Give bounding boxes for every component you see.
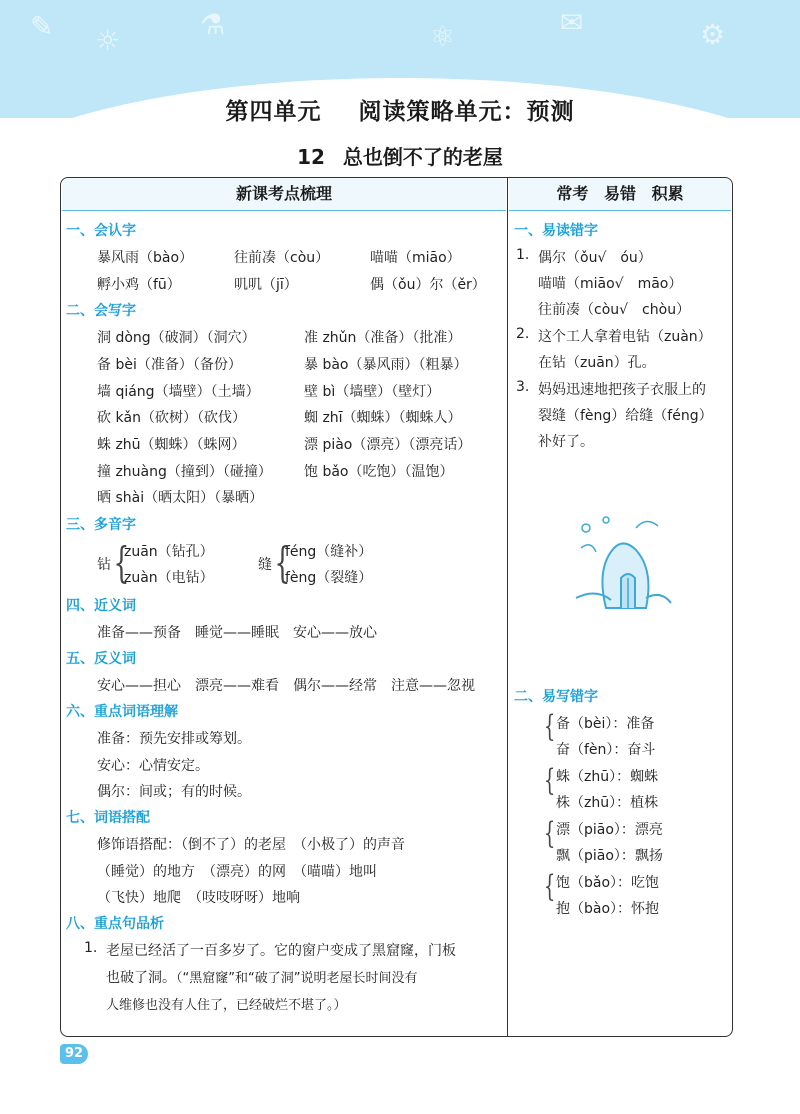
write-item: 备 bèi（准备）（备份） [97, 357, 242, 373]
easy-read-item: 妈妈迅速地把孩子衣服上的 [538, 382, 706, 398]
collocation-line: （飞快）地爬 （吱吱呀呀）地响 [97, 890, 300, 906]
recognize-item: 喵喵（miāo） [370, 250, 461, 266]
book-icon: ✉ [560, 6, 584, 39]
easy-read-item: 偶尔（ǒu√ óu） [538, 250, 652, 266]
recognize-item: 往前凑（còu） [234, 250, 330, 266]
section-collocation-title: 七、词语搭配 [66, 810, 150, 826]
flask-icon: ⚗ [200, 8, 226, 41]
section-phrases-title: 六、重点词语理解 [66, 704, 178, 720]
recognize-item: 叽叽（jī） [234, 277, 298, 293]
write-item: 饱 bǎo（吃饱）（温饱） [304, 464, 454, 480]
section-recognize-title: 一、会认字 [66, 223, 136, 239]
write-item: 砍 kǎn（砍树）（砍伐） [97, 410, 247, 426]
write-item: 暴 bào（暴风雨）（粗暴） [304, 357, 468, 373]
section-easy-read-title: 一、易读错字 [514, 223, 598, 239]
analysis-sentence [106, 967, 417, 987]
phrase-item: 偶尔：间或；有的时候。 [97, 784, 251, 800]
easy-write-item: 飘（piāo）：飘扬 [556, 848, 663, 864]
write-item: 撞 zhuàng（撞到）（碰撞） [97, 464, 272, 480]
polyphone-char: 钻 [97, 557, 111, 573]
old-house-illustration-icon [566, 508, 676, 618]
write-item: 壁 bì（墙壁）（壁灯） [304, 384, 441, 400]
unit-title [0, 93, 800, 126]
analysis-sentence-end: 也破了洞。 [106, 970, 176, 986]
write-item: 蛛 zhū（蜘蛛）（蛛网） [97, 437, 246, 453]
brace: { [274, 538, 291, 587]
collocation-line: （睡觉）的地方 （漂亮）的网 （喵喵）地叫 [97, 864, 377, 880]
easy-read-item: 裂缝（fèng）给缝（féng） [538, 408, 713, 424]
easy-write-item: 漂（piāo）：漂亮 [556, 822, 663, 838]
write-item: 洞 dòng（破洞）（洞穴） [97, 330, 256, 346]
write-item: 晒 shài（晒太阳）（暴晒） [97, 490, 264, 506]
write-item: 墙 qiáng（墙壁）（土墙） [97, 384, 260, 400]
write-item: 蜘 zhī（蜘蛛）（蜘蛛人） [304, 410, 462, 426]
bulb-icon: ✎ [30, 10, 54, 43]
section-write-title: 二、会写字 [66, 303, 136, 319]
lesson-title [0, 141, 800, 170]
brace: { [113, 538, 130, 587]
antonyms-text: 安心——担心 漂亮——难看 偶尔——经常 注意——忽视 [97, 678, 475, 694]
easy-read-item: 在钻（zuān）孔。 [538, 355, 656, 371]
easy-read-number: 2. [516, 326, 530, 342]
polyphone-reading: féng（缝补） [285, 544, 373, 560]
gear-icon: ⚙ [700, 18, 726, 51]
unit-subtitle: 阅读策略单元：预测 [358, 99, 575, 125]
recognize-item: 孵小鸡（fū） [97, 277, 181, 293]
analysis-sentence: 老屋已经活了一百多岁了。它的窗户变成了黑窟窿，门板 [106, 943, 456, 959]
section-synonyms-title: 四、近义词 [66, 598, 136, 614]
section-antonyms-title: 五、反义词 [66, 651, 136, 667]
bulb-icon: ☼ [95, 24, 121, 57]
collocation-line: 修饰语搭配：（倒不了）的老屋 （小极了）的声音 [97, 837, 405, 853]
brace: { [543, 869, 556, 904]
write-item: 漂 piào（漂亮）（漂亮话） [304, 437, 472, 453]
atom-icon: ⚛ [430, 20, 456, 53]
polyphone-reading: fèng（裂缝） [285, 570, 373, 586]
synonyms-text: 准备——预备 睡觉——睡眠 安心——放心 [97, 625, 377, 641]
brace: { [543, 816, 556, 851]
right-panel-title: 常考 易错 积累 [509, 178, 731, 211]
polyphone-char: 缝 [258, 557, 272, 573]
section-easy-write-title: 二、易写错字 [514, 689, 598, 705]
polyphone-reading: zuān（钻孔） [124, 544, 214, 560]
brace: { [543, 763, 556, 798]
phrase-item: 安心：心情安定。 [97, 758, 209, 774]
section-polyphone-title: 三、多音字 [66, 517, 136, 533]
easy-write-item: 株（zhū）：植株 [556, 795, 659, 811]
easy-write-item: 蛛（zhū）：蜘蛛 [556, 769, 659, 785]
easy-write-item: 抱（bào）：怀抱 [556, 901, 660, 917]
easy-read-item: 往前凑（còu√ chòu） [538, 302, 691, 318]
recognize-item: 暴风雨（bào） [97, 250, 194, 266]
unit-label: 第四单元 [225, 99, 322, 125]
column-divider [507, 177, 508, 1037]
left-panel-title: 新课考点梳理 [62, 178, 506, 211]
easy-read-item: 这个工人拿着电钻（zuàn） [538, 329, 712, 345]
easy-read-item: 喵喵（miāo√ māo） [538, 276, 683, 292]
easy-read-item: 补好了。 [538, 434, 594, 450]
easy-read-number: 1. [516, 247, 530, 263]
page-number: 92 [60, 1044, 88, 1064]
lesson-number: 12 [297, 145, 325, 169]
easy-read-number: 3. [516, 379, 530, 395]
easy-write-item: 饱（bǎo）：吃饱 [556, 875, 660, 891]
analysis-note: （“黑窟窿”和“破了洞”说明老屋长时间没有 [176, 971, 418, 986]
section-analysis-title: 八、重点句品析 [66, 916, 164, 932]
recognize-item: 偶（ǒu）尔（ěr） [370, 277, 486, 293]
analysis-number: 1. [84, 940, 98, 956]
polyphone-reading: zuàn（电钻） [124, 570, 214, 586]
phrase-item: 准备：预先安排或筹划。 [97, 731, 251, 747]
lesson-name: 总也倒不了的老屋 [342, 145, 503, 169]
easy-write-item: 备（bèi）：准备 [556, 716, 655, 732]
brace: { [543, 709, 556, 744]
write-item: 准 zhǔn（准备）（批准） [304, 330, 462, 346]
analysis-note: 人维修也没有人住了，已经破烂不堪了。） [106, 998, 347, 1013]
easy-write-item: 奋（fèn）：奋斗 [556, 742, 656, 758]
